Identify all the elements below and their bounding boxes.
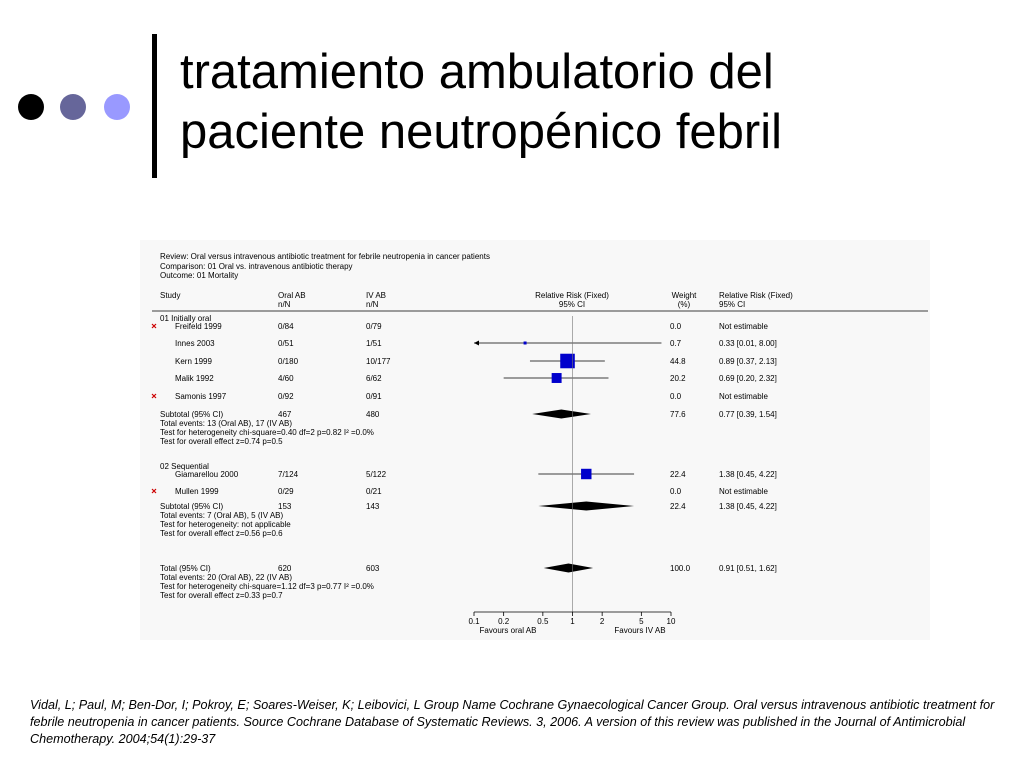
pooled-iv-total: 603 <box>366 564 380 573</box>
pooled-weight: 22.4 <box>670 502 686 511</box>
favours-right-label: Favours IV AB <box>614 626 666 635</box>
iv-events: 0/91 <box>366 392 382 401</box>
study-ci: 0.89 [0.37, 2.13] <box>719 357 777 366</box>
slide-title <box>180 42 1010 162</box>
study-weight: 0.0 <box>670 322 682 331</box>
pooled-note: Test for heterogeneity chi-square=1.12 df=3 p=0.77 I² =0.0% <box>160 582 374 591</box>
review-label: Review: Oral versus intravenous antibiotic treatment for febrile neutropenia in cancer patients <box>160 252 490 261</box>
citation-text: Vidal, L; Paul, M; Ben-Dor, I; Pokroy, E; Soares-Weiser, K; Leibovici, L Group Name Cochrane Gynaecological Cancer Group. Oral versus intravenous antibiotic treatment for febrile neutropenia in cancer patients. Source Cochrane Database of Systematic Reviews. 3, 2006. A version of this review was published in the Journal of Antimicrobial Chemotherapy. 2004;54(1):29-37 <box>30 698 995 746</box>
pooled-note: Test for overall effect z=0.56 p=0.6 <box>160 529 283 538</box>
col-header-oral: Oral AB <box>278 291 306 300</box>
pooled-note: Total events: 20 (Oral AB), 22 (IV AB) <box>160 573 293 582</box>
title-bullet-dots <box>18 92 138 122</box>
study-ci: 1.38 [0.45, 4.22] <box>719 470 777 479</box>
forest-plot <box>140 240 930 640</box>
pooled-weight: 77.6 <box>670 410 686 419</box>
iv-events: 5/122 <box>366 470 387 479</box>
oral-events: 0/29 <box>278 487 294 496</box>
pooled-oral-total: 153 <box>278 502 292 511</box>
study-name: Mullen 1999 <box>175 487 219 496</box>
outcome-label: Outcome: 01 Mortality <box>160 271 239 280</box>
pooled-note: Test for overall effect z=0.74 p=0.5 <box>160 437 283 446</box>
oral-events: 0/84 <box>278 322 294 331</box>
pooled-label: Subtotal (95% CI) <box>160 502 224 511</box>
study-name: Samonis 1997 <box>175 392 227 401</box>
study-ci: Not estimable <box>719 487 768 496</box>
study-ci: 0.69 [0.20, 2.32] <box>719 374 777 383</box>
col-header-study: Study <box>160 291 181 300</box>
pooled-ci: 0.77 [0.39, 1.54] <box>719 410 777 419</box>
col-header-weight: Weight <box>671 291 697 300</box>
pooled-oral-total: 620 <box>278 564 292 573</box>
iv-events: 10/177 <box>366 357 391 366</box>
study-ci: Not estimable <box>719 322 768 331</box>
col-header-iv-unit: n/N <box>366 300 379 309</box>
study-weight: 44.8 <box>670 357 686 366</box>
study-name: Malik 1992 <box>175 374 214 383</box>
study-name: Kern 1999 <box>175 357 212 366</box>
col-header-rrci-ci: 95% CI <box>719 300 746 309</box>
study-weight: 0.0 <box>670 487 682 496</box>
pooled-note: Total events: 7 (Oral AB), 5 (IV AB) <box>160 511 284 520</box>
x-tick-label: 0.1 <box>468 617 480 626</box>
pooled-diamond <box>544 564 593 573</box>
pooled-oral-total: 467 <box>278 410 292 419</box>
pooled-label: Subtotal (95% CI) <box>160 410 224 419</box>
oral-events: 0/51 <box>278 339 294 348</box>
bullet-dot-slate <box>60 94 86 120</box>
x-tick-label: 5 <box>639 617 644 626</box>
study-ci: 0.33 [0.01, 8.00] <box>719 339 777 348</box>
study-name: Freifeld 1999 <box>175 322 222 331</box>
x-tick-label: 0.5 <box>537 617 549 626</box>
x-tick-label: 1 <box>570 617 575 626</box>
slide-title-line-1: tratamiento ambulatorio del <box>180 45 774 99</box>
study-weight: 22.4 <box>670 470 686 479</box>
group-label: 01 Initially oral <box>160 314 212 323</box>
col-header-rr-ci: 95% CI <box>558 300 586 309</box>
study-point-marker <box>552 373 562 383</box>
pooled-note: Total events: 13 (Oral AB), 17 (IV AB) <box>160 419 293 428</box>
study-point-marker <box>581 469 591 479</box>
study-weight: 0.7 <box>670 339 682 348</box>
pooled-diamond <box>532 410 591 419</box>
pooled-note: Test for overall effect z=0.33 p=0.7 <box>160 591 283 600</box>
x-tick-label: 2 <box>599 617 605 626</box>
col-header-rrci: Relative Risk (Fixed) <box>719 291 793 300</box>
study-name: Giamarellou 2000 <box>175 470 239 479</box>
x-tick-label: 0.2 <box>498 617 510 626</box>
excluded-study-marker <box>152 324 156 328</box>
forest-plot-figure <box>140 240 930 640</box>
study-name: Innes 2003 <box>175 339 215 348</box>
slide-title-line-2: paciente neutropénico febril <box>180 105 783 159</box>
excluded-study-marker <box>152 489 156 493</box>
iv-events: 0/21 <box>366 487 382 496</box>
comparison-label: Comparison: 01 Oral vs. intravenous antibiotic therapy <box>160 262 353 271</box>
col-header-oral-unit: n/N <box>278 300 291 309</box>
pooled-label: Total (95% CI) <box>160 564 211 573</box>
study-weight: 20.2 <box>670 374 686 383</box>
bullet-dot-black <box>18 94 44 120</box>
oral-events: 7/124 <box>278 470 299 479</box>
pooled-iv-total: 480 <box>366 410 380 419</box>
study-ci: Not estimable <box>719 392 768 401</box>
favours-left-label: Favours oral AB <box>479 626 537 635</box>
pooled-iv-total: 143 <box>366 502 380 511</box>
col-header-rr: Relative Risk (Fixed) <box>535 291 609 300</box>
pooled-ci: 1.38 [0.45, 4.22] <box>719 502 777 511</box>
ci-arrow <box>474 341 479 346</box>
pooled-weight: 100.0 <box>670 564 691 573</box>
pooled-note: Test for heterogeneity chi-square=0.40 df=2 p=0.82 I² =0.0% <box>160 428 374 437</box>
pooled-note: Test for heterogeneity: not applicable <box>160 520 291 529</box>
pooled-ci: 0.91 [0.51, 1.62] <box>719 564 777 573</box>
col-header-iv: IV AB <box>366 291 387 300</box>
iv-events: 1/51 <box>366 339 382 348</box>
oral-events: 0/92 <box>278 392 294 401</box>
col-header-weight-unit: (%) <box>677 300 691 309</box>
oral-events: 4/60 <box>278 374 294 383</box>
iv-events: 6/62 <box>366 374 382 383</box>
group-label: 02 Sequential <box>160 462 209 471</box>
x-tick-label: 10 <box>666 617 676 626</box>
bullet-dot-lavender <box>104 94 130 120</box>
pooled-diamond <box>538 502 634 511</box>
excluded-study-marker <box>152 394 156 398</box>
study-point-marker <box>524 342 527 345</box>
title-divider-bar <box>152 34 157 178</box>
oral-events: 0/180 <box>278 357 299 366</box>
iv-events: 0/79 <box>366 322 382 331</box>
study-weight: 0.0 <box>670 392 682 401</box>
